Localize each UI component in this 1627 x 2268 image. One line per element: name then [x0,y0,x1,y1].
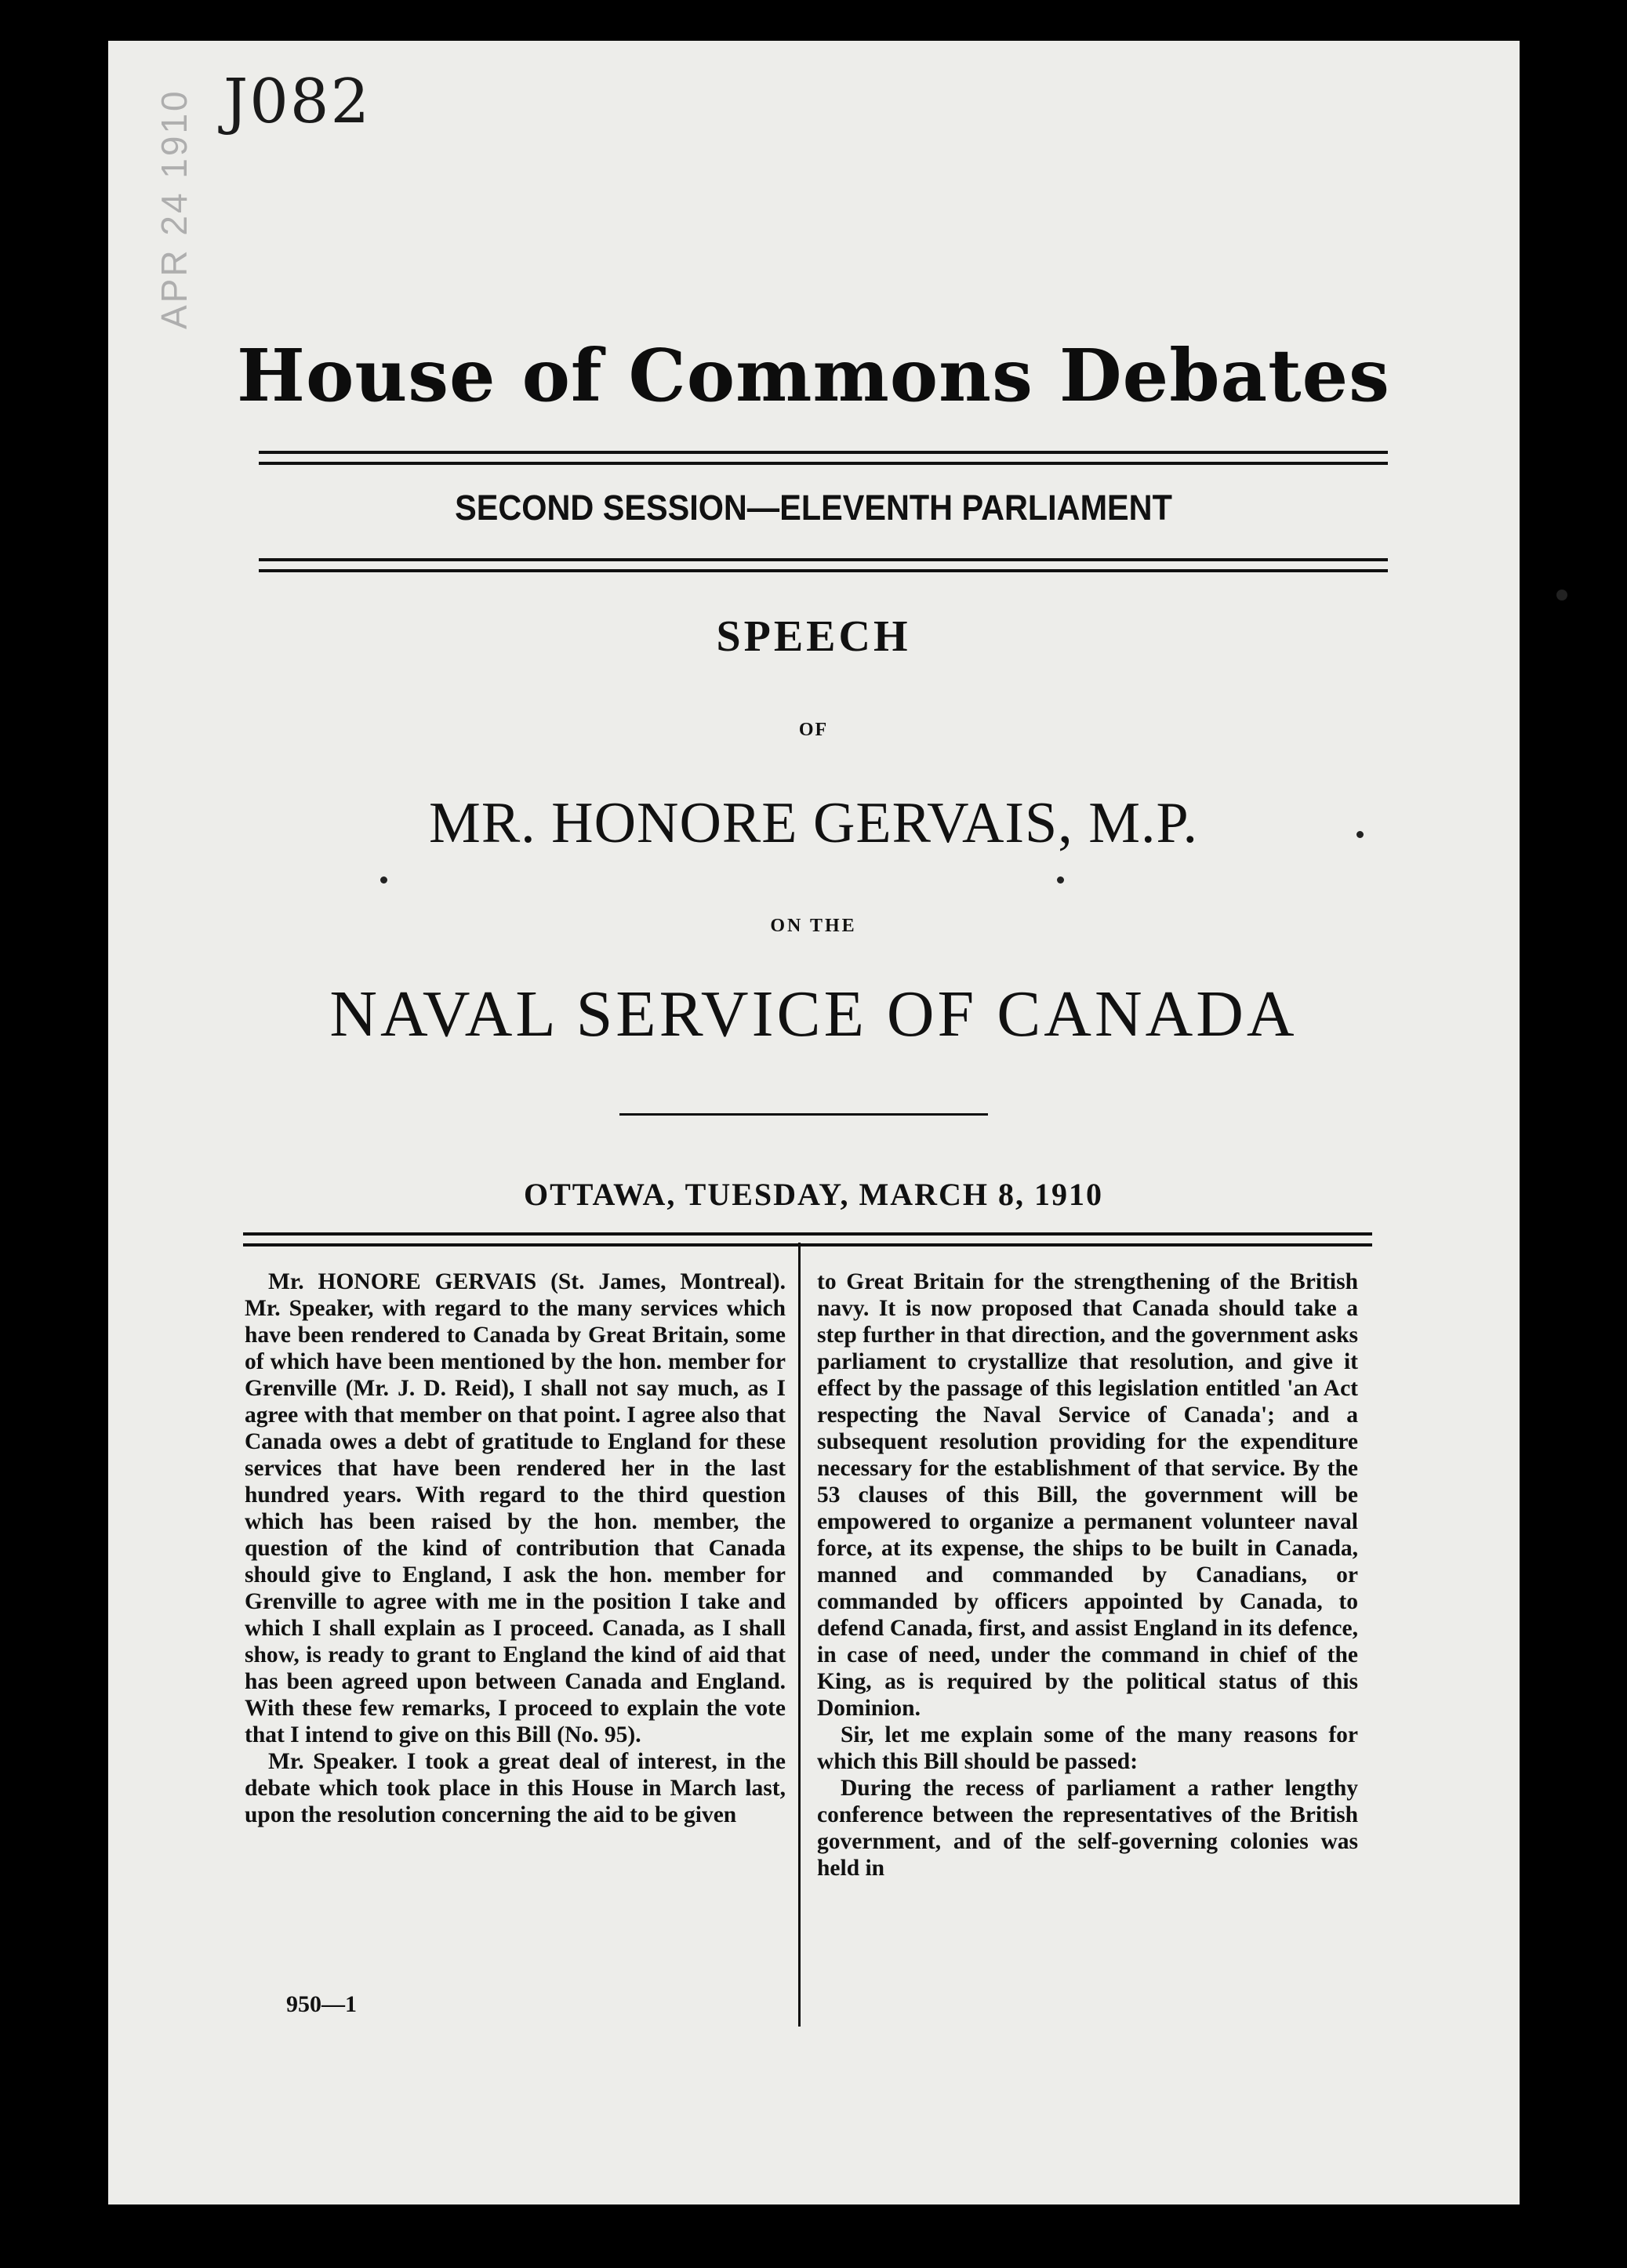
of-label: OF [798,720,829,740]
speck [1356,831,1364,838]
left-paragraph-2: Mr. Speaker. I took a great deal of interest, in the debate which took place in this House in March last, upon the resolution concerning the aid to be given [245,1749,786,1827]
dateline: OTTAWA, TUESDAY, MARCH 8, 1910 [523,1177,1104,1212]
speech-subject: NAVAL SERVICE OF CANADA [329,978,1298,1051]
handwritten-note: J082 [223,67,372,137]
sheet-number: 950—1 [286,1991,357,2017]
speaker-name: MR. HONORE GERVAIS, M.P. [429,791,1198,855]
title-rule [259,451,1388,465]
speck [1556,590,1567,601]
session-line: SECOND SESSION—ELEVENTH PARLIAMENT [455,488,1172,528]
on-the-label: ON THE [770,916,857,936]
right-paragraph-3: During the recess of parliament a rather lengthy conference between the representatives of the British government, and of the self-governing colonies was held in [817,1776,1358,1881]
column-divider [798,1243,801,2027]
speck [380,876,387,884]
speech-label: SPEECH [716,612,911,661]
right-column [817,1268,1358,1882]
speck [1057,876,1064,884]
date-stamp: APR 24 1910 [154,89,194,329]
left-column [245,1268,786,1828]
right-paragraph-2: Sir, let me explain some of the many reasons for which this Bill should be passed: [817,1722,1358,1774]
session-rule [259,558,1388,572]
left-paragraph-1: Mr. HONORE GERVAIS (St. James, Montreal). Mr. Speaker, with regard to the many services which have been rendered to Canada by Great Britain, some of which have been mentioned by the hon. member for Grenville (Mr. J. D. Reid), I shall not say much, as I agree with that member on that point. I agree also that Canada owes a debt of gratitude to England for these services that have been rendered her in the last hundred years. With regard to the third question which has been raised by the hon. member, the question of the kind of contribution that Canada should give to England, I ask the hon. member for Grenville to agree with me in the position I take and which I shall explain as I proceed. Canada, as I shall show, is ready to grant to England the kind of aid that has been agreed upon between Canada and England. With these few remarks, I proceed to explain the vote that I intend to give on this Bill (No. 95). [245,1269,786,1747]
publication-title: House of Commons Debates [237,333,1390,418]
right-paragraph-1: to Great Britain for the strengthening of the British navy. It is now proposed that Canada should take a step further in that direction, and the government asks parliament to crystallize that resolution, and give it effect by the passage of this legislation entitled 'an Act respecting the Naval Service of Canada'; and a subsequent resolution providing for the expenditure necessary for the establishment of that service. By the 53 clauses of this Bill, the government will be empowered to organize a permanent volunteer naval force, at its expense, the ships to be built in Canada, manned and commanded by Canadians, or commanded by officers appointed by Canada, to defend Canada, first, and assist England in its defence, in case of need, under the command in chief of the King, as is required by the political status of this Dominion. [817,1269,1358,1721]
dateline-rule [243,1232,1372,1246]
subject-rule [619,1113,988,1116]
